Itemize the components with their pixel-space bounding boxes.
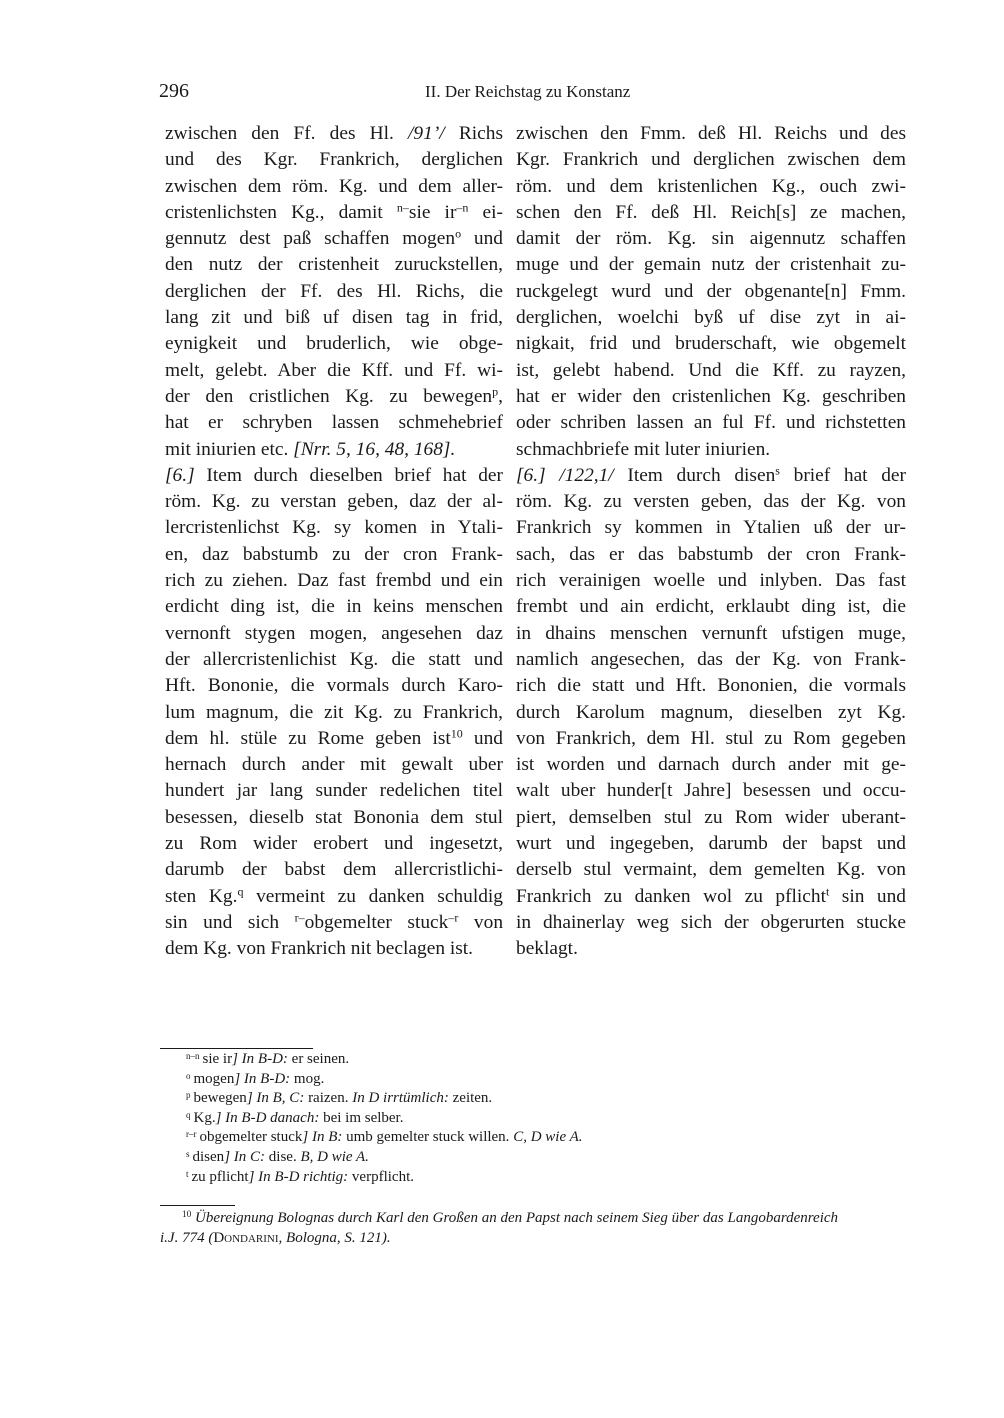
text-run: derglichen der Ff. des Hl. Richs, die xyxy=(165,280,503,302)
text-run: cristenlichsten Kg., damit xyxy=(165,201,397,223)
text-line xyxy=(516,621,906,647)
text-line xyxy=(165,358,503,384)
text-line xyxy=(516,700,906,726)
text-run: nigkait, frid und bruderschaft, wie obgemelt xyxy=(516,333,906,355)
footnote-mark: q xyxy=(186,1109,191,1120)
text-run: sie ir xyxy=(202,1051,233,1067)
numbered-footnote-line-1 xyxy=(160,1208,920,1228)
text-run: Frankrich zu danken wol zu pflicht xyxy=(516,885,826,907)
footnote-item xyxy=(186,1050,583,1070)
superscript-mark: q xyxy=(237,884,244,898)
text-run: lercristenlichst Kg. sy komen in Ytali- xyxy=(165,517,503,539)
text-run: darumb der babst dem allercristlichi- xyxy=(165,859,503,881)
right-column-text xyxy=(516,121,906,963)
text-line xyxy=(165,910,503,936)
footnote-author: Dondarini xyxy=(213,1230,279,1246)
text-run: mog. xyxy=(290,1070,325,1087)
italic-text: ] In B-D: xyxy=(232,1051,288,1067)
text-run: en, daz babstumb zu der cron Frank- xyxy=(165,543,503,565)
text-line xyxy=(516,647,906,673)
text-run: und des Kgr. Frankrich, derglichen xyxy=(165,149,503,171)
text-run: zwischen den Fmm. deß Hl. Reichs und des xyxy=(516,123,906,144)
text-run: piert, demselben stul zu Rom wider uberant- xyxy=(516,806,906,828)
italic-text: /91’/ xyxy=(408,123,445,144)
text-run: walt uber hunder[t Jahre] besessen und occu- xyxy=(516,780,906,802)
text-run: er seinen. xyxy=(287,1051,350,1067)
left-column-text xyxy=(165,121,503,963)
text-run: Item durch disen xyxy=(613,464,776,486)
text-line xyxy=(516,778,906,804)
text-line xyxy=(516,857,906,883)
text-run: zu pflicht xyxy=(191,1168,249,1185)
superscript-mark: 10 xyxy=(450,726,463,741)
superscript-mark: t xyxy=(826,884,830,898)
text-run: ei- xyxy=(468,201,503,223)
text-run: und xyxy=(461,228,503,250)
text-run: umb gemelter stuck willen. xyxy=(342,1129,514,1146)
italic-text: B, D wie A. xyxy=(300,1148,369,1165)
superscript-mark: p xyxy=(492,384,499,399)
text-line xyxy=(165,200,503,226)
footnote-mark: n–n xyxy=(186,1050,200,1061)
text-line xyxy=(516,831,906,857)
text-line xyxy=(516,673,906,699)
text-line xyxy=(516,805,906,831)
text-run: oder schriben lassen an ful Ff. und richstetten xyxy=(516,412,906,434)
text-run: lang zit und biß uf disen tag in frid, xyxy=(165,307,503,329)
text-run: der den cristlichen Kg. zu bewegen xyxy=(165,385,493,407)
text-line xyxy=(165,831,503,857)
text-run: dem Kg. von Frankrich nit beclagen ist. xyxy=(165,938,474,960)
text-run: sin und xyxy=(829,885,906,907)
footnote-mark: o xyxy=(186,1070,191,1081)
text-line xyxy=(516,542,906,568)
italic-text: ] In B: xyxy=(302,1129,343,1146)
text-run: bewegen xyxy=(193,1090,247,1107)
text-line xyxy=(165,568,503,594)
text-line xyxy=(516,410,906,436)
superscript-mark: –n xyxy=(456,200,469,215)
text-line xyxy=(165,437,503,463)
text-run: in dhains menschen vernunft ufstigen muge, xyxy=(516,622,906,644)
footnote-mark: s xyxy=(186,1148,190,1159)
text-run: eynigkeit und bruderlich, wie obge- xyxy=(165,333,503,355)
italic-text: ] In B-D richtig: xyxy=(248,1168,349,1185)
text-run: verpflicht. xyxy=(348,1168,414,1185)
footnote-mark: 10 xyxy=(182,1209,192,1220)
text-run: ist, gelebt habend. Und die Kff. zu rayzen, xyxy=(516,359,906,381)
text-line xyxy=(165,673,503,699)
text-run: röm. Kg. zu verstan geben, daz der al- xyxy=(165,491,503,513)
text-run: raizen. xyxy=(304,1090,353,1107)
text-line xyxy=(165,936,503,962)
text-line xyxy=(165,174,503,200)
text-line xyxy=(516,358,906,384)
text-run: hernach durch ander mit gewalt uber xyxy=(165,754,503,776)
text-line xyxy=(165,857,503,883)
footnote-item xyxy=(186,1148,583,1168)
text-run: den nutz der cristenheit zuruckstellen, xyxy=(165,254,503,276)
text-run: derglichen, woelchi byß uf dise zyt in ai- xyxy=(516,307,906,329)
italic-text: [6.] xyxy=(165,464,195,486)
text-run: sach, das er das babstumb der cron Frank- xyxy=(516,543,906,565)
text-run: ist worden und darnach durch ander mit ge- xyxy=(516,754,906,776)
text-run: sin und sich xyxy=(165,911,295,933)
text-run: obgemelter stuck xyxy=(199,1129,303,1146)
text-run: ruckgelegt wurd und der obgenante[n] Fmm. xyxy=(516,280,906,302)
text-run: hat er wider den cristenlichen Kg. geschriben xyxy=(516,385,906,407)
text-line xyxy=(165,489,503,515)
text-footnotes xyxy=(186,1050,583,1187)
text-line xyxy=(516,121,906,147)
text-run: zeiten. xyxy=(448,1090,493,1107)
footnote-mark: t xyxy=(186,1168,189,1179)
text-line xyxy=(165,884,503,910)
text-line xyxy=(165,410,503,436)
footnote-text: , Bologna, S. 121). xyxy=(278,1230,391,1246)
text-run: rich die statt und Hft. Bononien, die vormals xyxy=(516,675,906,697)
text-run: Hft. Bononie, die vormals durch Karo- xyxy=(165,675,503,697)
text-run: rich verainigen woelle und inlyben. Das fast xyxy=(516,570,906,592)
text-run: vermeint zu danken schuldig xyxy=(243,885,503,907)
text-run: Kg. xyxy=(193,1109,216,1126)
text-run: der allercristenlichist Kg. die statt und xyxy=(165,648,503,670)
text-line xyxy=(165,515,503,541)
text-run: damit der röm. Kg. sin aigennutz schaffen xyxy=(516,228,906,250)
text-run: zwischen den Ff. des Hl. xyxy=(165,123,409,144)
footnote-item xyxy=(186,1109,583,1129)
text-run: vernonft stygen mogen, angesehen daz xyxy=(165,622,503,644)
text-run: schmachbriefe mit luter iniurien. xyxy=(516,438,771,460)
italic-text: ] In C: xyxy=(224,1148,266,1165)
text-run: Item durch dieselben brief hat der xyxy=(194,464,503,486)
italic-text: C, D wie A. xyxy=(513,1129,583,1146)
text-line xyxy=(165,463,503,489)
text-run: melt, gelebt. Aber die Kff. und Ff. wi- xyxy=(165,359,503,381)
text-run: gennutz dest paß schaffen mogen xyxy=(165,228,456,250)
text-line xyxy=(165,121,503,147)
text-run: zwischen dem röm. Kg. und dem aller- xyxy=(165,175,503,197)
text-line xyxy=(516,226,906,252)
text-run: Frankrich sy kommen in Ytalien uß der ur- xyxy=(516,517,906,539)
text-run: besessen, dieselb stat Bononia dem stul xyxy=(165,806,503,828)
text-run: röm. und dem kristenlichen Kg., ouch zwi- xyxy=(516,175,906,197)
text-line xyxy=(165,279,503,305)
superscript-mark: s xyxy=(775,463,780,478)
text-run: derselb stul vermaint, dem gemelten Kg. von xyxy=(516,859,906,881)
text-run: röm. Kg. zu versten geben, das der Kg. von xyxy=(516,491,906,513)
text-run: mit iniurien etc. xyxy=(165,438,294,460)
text-line xyxy=(165,542,503,568)
italic-text: ] In B-D: xyxy=(234,1070,291,1087)
footnote-mark: p xyxy=(186,1090,191,1101)
text-line xyxy=(165,621,503,647)
text-line xyxy=(516,489,906,515)
text-run: Richs xyxy=(444,123,503,144)
text-run: lum magnum, die zit Kg. zu Frankrich, xyxy=(165,701,503,723)
superscript-mark: n– xyxy=(396,200,409,215)
text-line xyxy=(516,252,906,278)
superscript-mark: o xyxy=(455,226,462,241)
footnote-item xyxy=(186,1070,583,1090)
text-run: von Frankrich, dem Hl. stul zu Rom gegeben xyxy=(516,727,906,749)
text-run: obgemelter stuck xyxy=(304,911,449,933)
italic-text: ] In B-D danach: xyxy=(215,1109,320,1126)
text-run: wurt und ingegeben, darumb der bapst und xyxy=(516,833,906,855)
text-line xyxy=(165,805,503,831)
text-line xyxy=(165,226,503,252)
text-line xyxy=(165,726,503,752)
text-run: namlich angesechen, das der Kg. von Frank- xyxy=(516,648,906,670)
text-line xyxy=(516,384,906,410)
text-line xyxy=(516,726,906,752)
text-line xyxy=(516,463,906,489)
text-run: schen den Ff. deß Hl. Reich[s] ze machen, xyxy=(516,201,906,223)
text-line xyxy=(165,147,503,173)
text-line xyxy=(516,910,906,936)
running-head: II. Der Reichstag zu Konstanz xyxy=(425,82,631,101)
text-line xyxy=(165,594,503,620)
text-line xyxy=(516,936,906,962)
footnote-text: i.J. 774 ( xyxy=(160,1230,214,1246)
text-line xyxy=(516,147,906,173)
text-run: disen xyxy=(192,1148,225,1165)
text-run: Kgr. Frankrich und derglichen zwischen dem xyxy=(516,149,906,171)
superscript-mark: –r xyxy=(448,910,459,925)
text-run: dise. xyxy=(265,1148,301,1165)
numbered-footnote-separator-rule xyxy=(160,1205,235,1206)
text-line xyxy=(516,515,906,541)
footnote-item xyxy=(186,1089,583,1109)
text-run: sie ir xyxy=(408,201,457,223)
text-run: zu Rom wider erobert und ingesetzt, xyxy=(165,833,503,855)
page-number: 296 xyxy=(159,80,189,102)
numbered-footnote xyxy=(160,1208,920,1248)
text-run: , xyxy=(498,385,503,407)
superscript-mark: r– xyxy=(294,910,305,925)
text-line xyxy=(165,700,503,726)
footnote-item xyxy=(186,1128,583,1148)
text-run: erdicht ding ist, die in keins menschen xyxy=(165,596,503,618)
text-line xyxy=(165,252,503,278)
footnote-text: Übereignung Bolognas durch Karl den Großen an den Papst nach seinem Sieg über das Langobardenreich xyxy=(195,1210,839,1226)
text-line xyxy=(165,647,503,673)
text-run: durch Karolum magnum, dieselben zyt Kg. xyxy=(516,701,906,723)
italic-text: [Nrr. 5, 16, 48, 168]. xyxy=(293,438,456,460)
text-run: sten Kg. xyxy=(165,885,238,907)
numbered-footnote-line-2 xyxy=(160,1228,920,1248)
text-line xyxy=(516,884,906,910)
footnote-mark: r–r xyxy=(186,1129,197,1140)
italic-text: In D irrtümlich: xyxy=(352,1090,449,1107)
italic-text: [6.] /122,1/ xyxy=(516,464,614,486)
text-line xyxy=(516,305,906,331)
text-line xyxy=(516,594,906,620)
text-line xyxy=(516,331,906,357)
text-run: bei im selber. xyxy=(319,1109,404,1126)
text-line xyxy=(516,752,906,778)
text-run: und xyxy=(462,727,504,749)
text-run: mogen xyxy=(193,1070,235,1087)
text-line xyxy=(516,437,906,463)
text-run: hundert jar lang sunder redelichen titel xyxy=(165,780,503,802)
text-run: rich zu ziehen. Daz fast frembd und ein xyxy=(165,570,503,592)
text-line xyxy=(516,174,906,200)
text-line xyxy=(516,568,906,594)
text-run: beklagt. xyxy=(516,938,578,960)
text-line xyxy=(165,331,503,357)
text-line xyxy=(165,305,503,331)
text-line xyxy=(165,778,503,804)
text-line xyxy=(165,752,503,778)
text-line xyxy=(165,384,503,410)
text-run: muge und der gemain nutz der cristenhait zu- xyxy=(516,254,906,276)
footnote-item xyxy=(186,1168,583,1188)
text-run: hat er schryben lassen schmehebrief xyxy=(165,412,503,434)
text-run: frembt und ain erdicht, erklaubt ding ist, die xyxy=(516,596,906,618)
text-line xyxy=(516,279,906,305)
text-run: dem hl. stüle zu Rome geben ist xyxy=(165,727,451,749)
text-run: brief hat der xyxy=(779,464,906,486)
text-run: in dhainerlay weg sich der obgerurten stucke xyxy=(516,911,906,933)
footnote-separator-rule xyxy=(160,1048,313,1049)
text-line xyxy=(516,200,906,226)
italic-text: ] In B, C: xyxy=(246,1090,305,1107)
text-run: von xyxy=(458,911,504,933)
